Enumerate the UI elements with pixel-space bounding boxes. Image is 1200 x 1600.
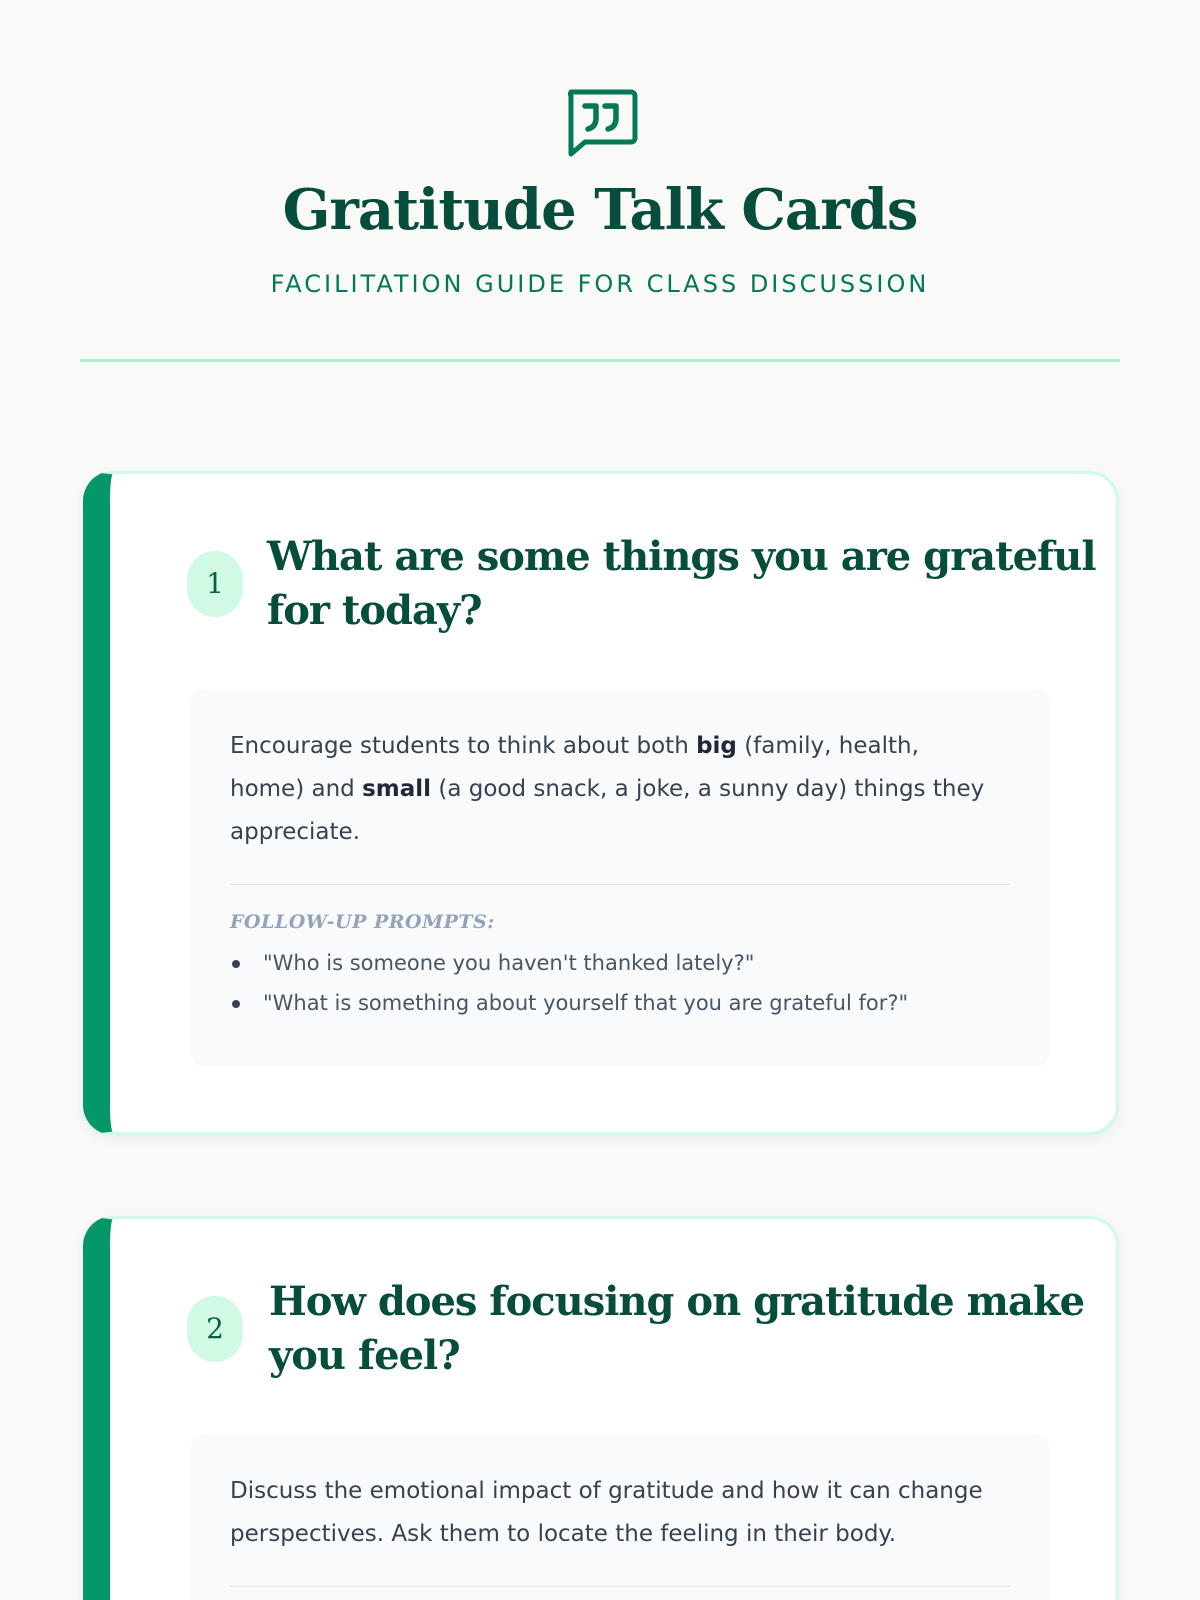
quote-bubble-icon [563, 86, 639, 158]
card-number-badge: 1 [187, 551, 243, 617]
card-question [269, 1275, 1084, 1383]
guidance-text-segment: Encourage students to think about both [230, 733, 697, 759]
card-guidance-box [190, 689, 1050, 1067]
card-question-line: you feel? [269, 1332, 460, 1379]
followup-text: "What is something about yourself that you are grateful for?" [263, 991, 909, 1015]
bullet-icon [232, 1000, 240, 1008]
followup-list [230, 943, 1010, 1023]
card-question-line: What are some things you are grateful [267, 533, 1096, 580]
guidance-text-segment: (a good snack, a joke, a sunny day) things they [431, 776, 985, 802]
guidance-text-segment: Discuss the emotional impact of gratitude and how it can change [230, 1478, 983, 1504]
card-question-line: How does focusing on gratitude make [269, 1278, 1085, 1325]
talk-card-1 [83, 471, 1119, 1135]
followup-text: "Who is someone you haven't thanked lately?" [263, 951, 755, 975]
bullet-icon [232, 960, 240, 968]
guidance-text-segment: home) and [230, 776, 363, 802]
guidance-divider [230, 884, 1010, 885]
card-guidance-text [230, 725, 1010, 854]
card-question [267, 530, 1096, 638]
followup-label: FOLLOW-UP PROMPTS: [230, 911, 495, 933]
card-question-line: for today? [267, 587, 482, 634]
page-subtitle: FACILITATION GUIDE FOR CLASS DISCUSSION [270, 270, 930, 298]
guidance-emphasis: big [696, 733, 737, 759]
guidance-text-segment: (family, health, [736, 733, 919, 759]
header-divider [80, 359, 1120, 362]
guidance-divider [230, 1586, 1010, 1587]
page-title: Gratitude Talk Cards [282, 177, 918, 243]
talk-card-2 [83, 1216, 1119, 1600]
followup-item [230, 943, 1010, 983]
guidance-emphasis: small [362, 776, 432, 802]
guidance-text-segment: appreciate. [230, 819, 361, 845]
card-number-badge: 2 [187, 1296, 243, 1362]
card-guidance-text [230, 1470, 1010, 1556]
card-guidance-box [190, 1434, 1050, 1600]
guidance-text-segment: perspectives. Ask them to locate the feeling in their body. [230, 1521, 897, 1547]
followup-item [230, 983, 1010, 1023]
